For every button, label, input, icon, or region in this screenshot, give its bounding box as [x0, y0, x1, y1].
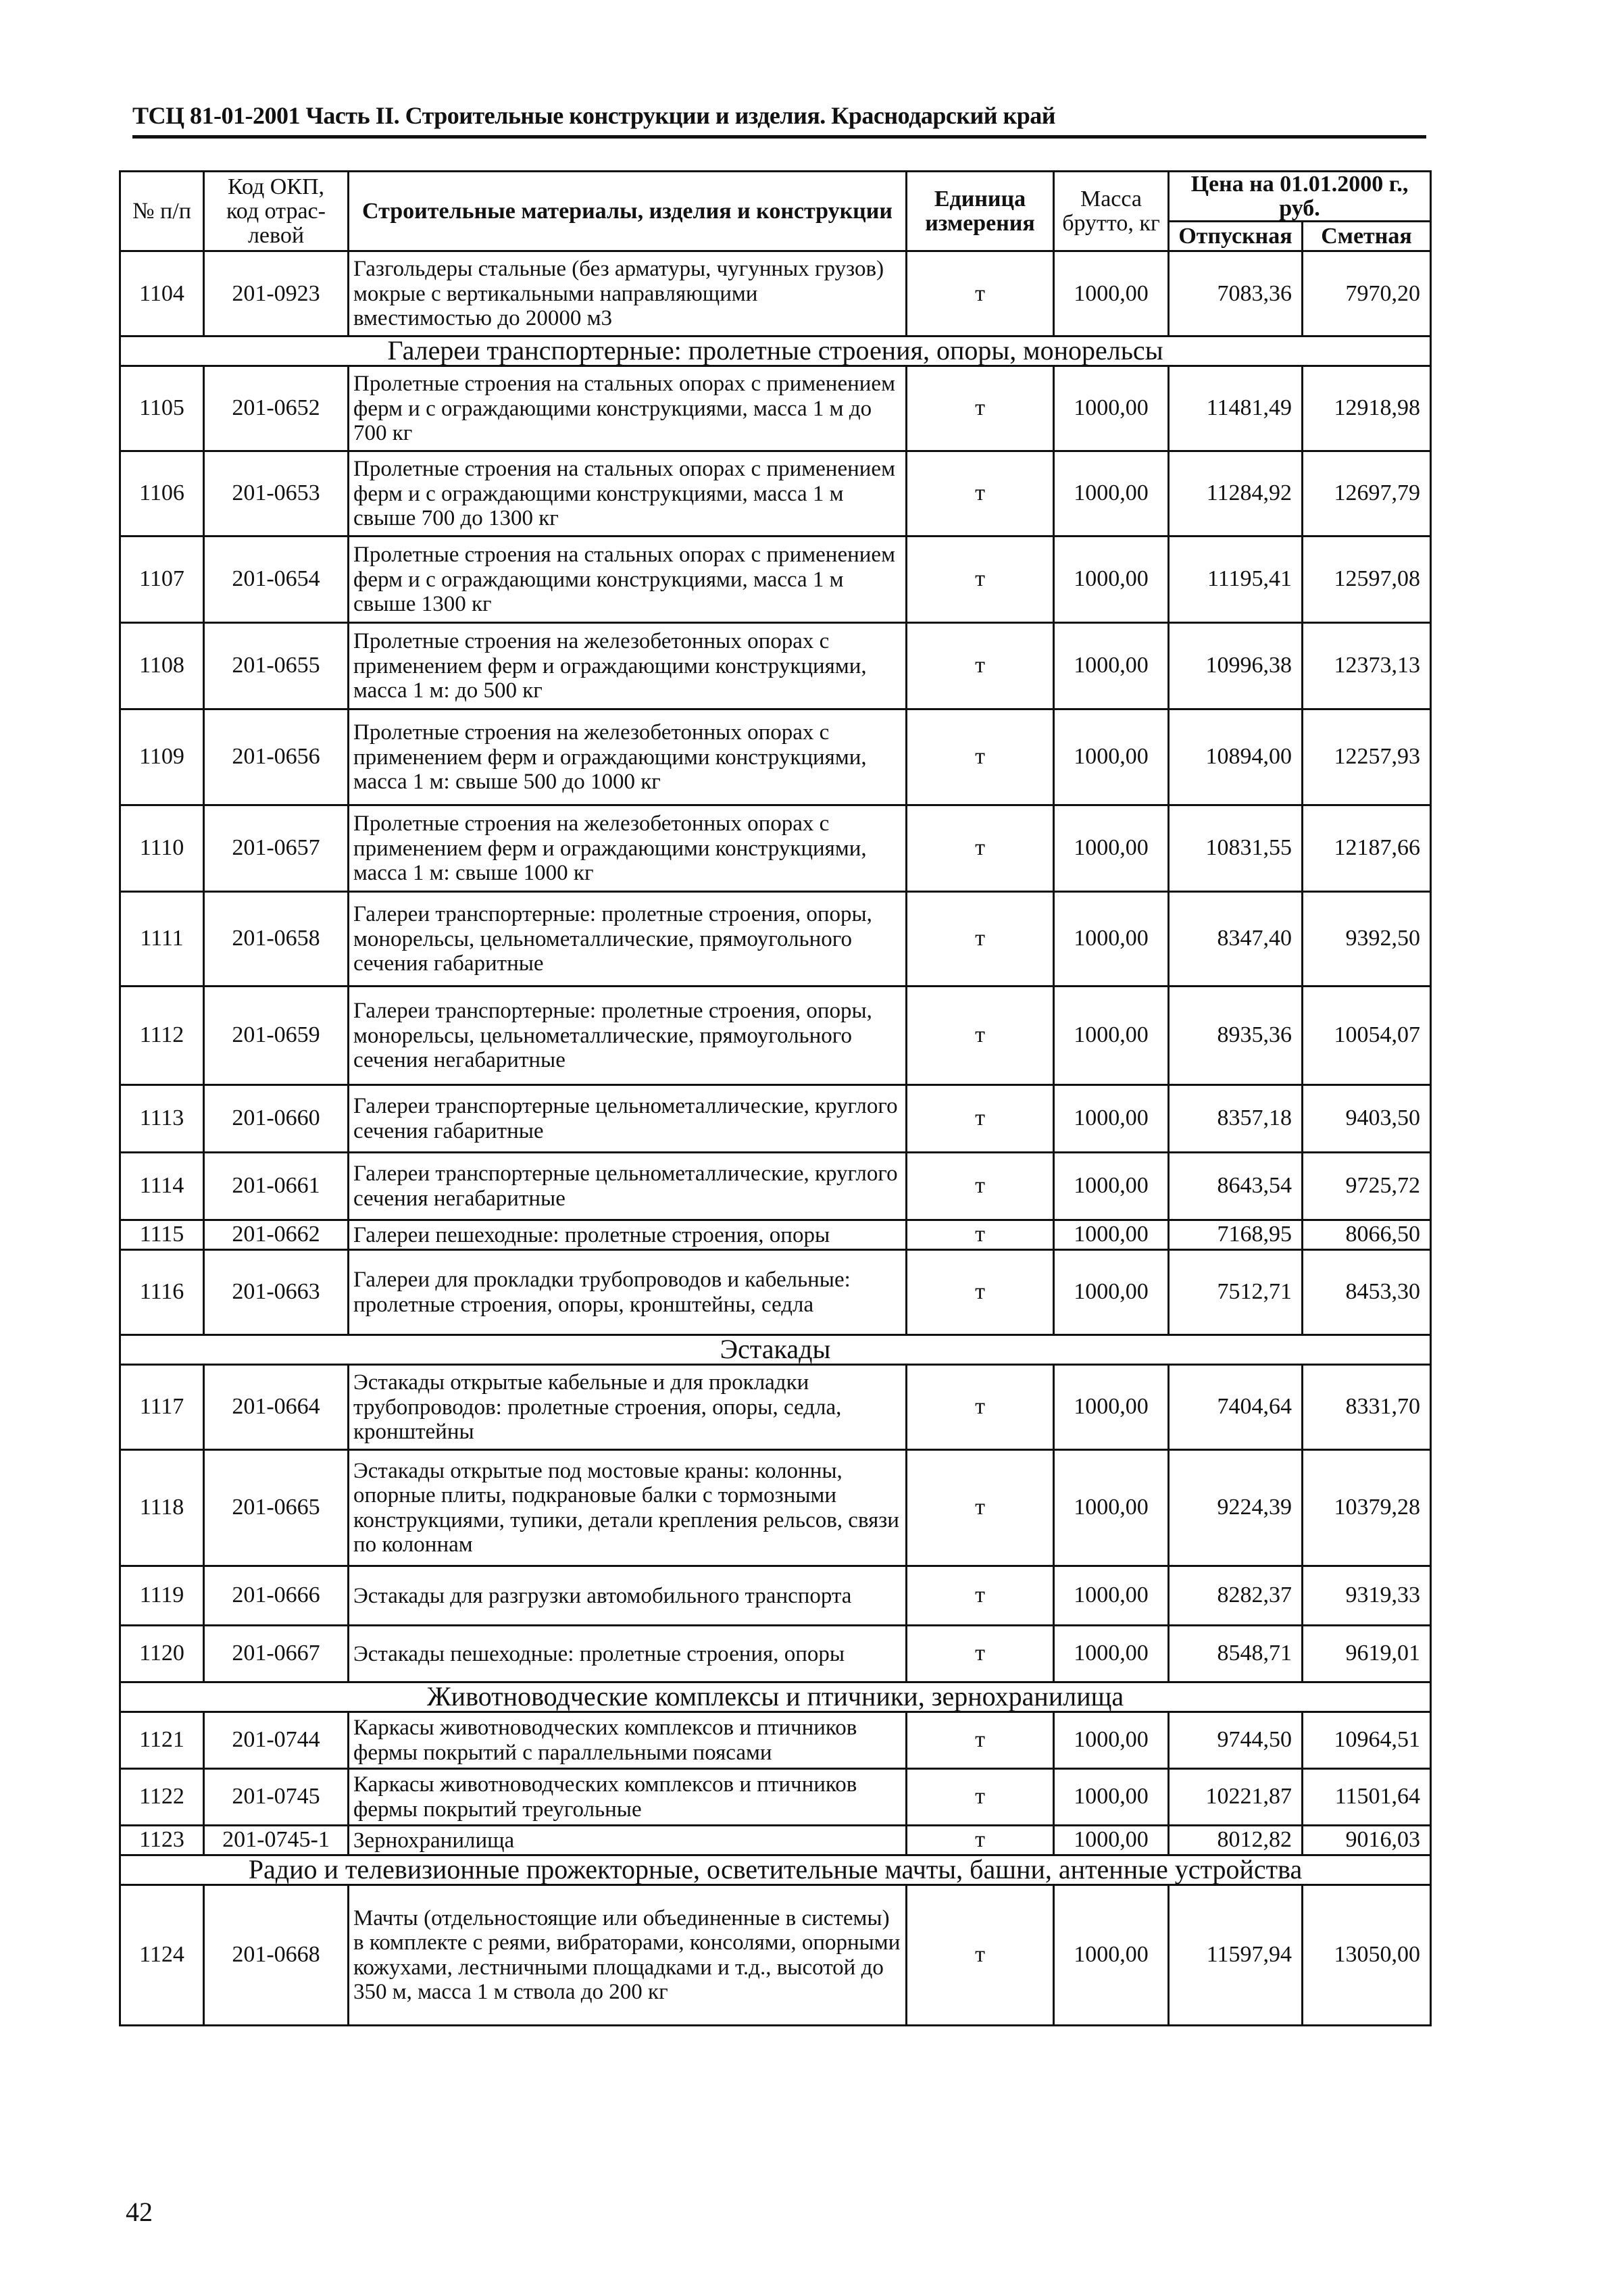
release-price-cell: 8548,71 [1169, 1626, 1303, 1682]
col-header-mass: Масса брутто, кг [1054, 172, 1169, 251]
page-number: 42 [126, 2197, 153, 2227]
col-header-code: Код ОКП, код отрас-левой [204, 172, 349, 251]
table-row [120, 1885, 1431, 2026]
estimate-price-cell: 8331,70 [1303, 1365, 1431, 1450]
mass-cell: 1000,00 [1054, 1566, 1169, 1626]
okp-code-cell: 201-0658 [204, 892, 349, 987]
row-number-cell: 1110 [120, 805, 204, 892]
table-row [120, 892, 1431, 987]
estimate-price-cell: 10054,07 [1303, 987, 1431, 1085]
unit-cell: т [907, 536, 1054, 623]
unit-cell: т [907, 892, 1054, 987]
release-price-cell: 10221,87 [1169, 1769, 1303, 1826]
release-price-cell: 11284,92 [1169, 451, 1303, 536]
okp-code-cell: 201-0652 [204, 366, 349, 451]
okp-code-cell: 201-0665 [204, 1450, 349, 1566]
release-price-cell: 10831,55 [1169, 805, 1303, 892]
section-header-row [120, 1335, 1431, 1365]
release-price-cell: 8643,54 [1169, 1153, 1303, 1220]
unit-cell: т [907, 709, 1054, 805]
release-price-cell: 11195,41 [1169, 536, 1303, 623]
estimate-price-cell: 12187,66 [1303, 805, 1431, 892]
estimate-price-cell: 12918,98 [1303, 366, 1431, 451]
table-row [120, 1085, 1431, 1153]
mass-cell: 1000,00 [1054, 805, 1169, 892]
material-name-cell: Эстакады для разгрузки автомобильного транспорта [349, 1566, 907, 1626]
mass-cell: 1000,00 [1054, 709, 1169, 805]
material-name-cell: Галереи пешеходные: пролетные строения, опоры [349, 1220, 907, 1250]
table-row [120, 1250, 1431, 1335]
material-name-cell: Эстакады открытые кабельные и для прокладки трубопроводов: пролетные строения, опоры, седла, кронштейны [349, 1365, 907, 1450]
section-title: Радио и телевизионные прожекторные, осветительные мачты, башни, антенные устройства [120, 1855, 1431, 1885]
material-name-cell: Эстакады пешеходные: пролетные строения, опоры [349, 1626, 907, 1682]
col-header-release-price: Отпускная [1169, 222, 1303, 251]
unit-cell: т [907, 251, 1054, 336]
release-price-cell: 11597,94 [1169, 1885, 1303, 2026]
unit-cell: т [907, 623, 1054, 709]
material-name-cell: Каркасы животноводческих комплексов и птичников фермы покрытий треугольные [349, 1769, 907, 1826]
unit-cell: т [907, 1250, 1054, 1335]
table-row [120, 536, 1431, 623]
okp-code-cell: 201-0661 [204, 1153, 349, 1220]
mass-cell: 1000,00 [1054, 1365, 1169, 1450]
table-row [120, 1220, 1431, 1250]
col-header-unit: Единица измерения [907, 172, 1054, 251]
estimate-price-cell: 9725,72 [1303, 1153, 1431, 1220]
unit-cell: т [907, 366, 1054, 451]
unit-cell: т [907, 1769, 1054, 1826]
estimate-price-cell: 8066,50 [1303, 1220, 1431, 1250]
okp-code-cell: 201-0663 [204, 1250, 349, 1335]
mass-cell: 1000,00 [1054, 1626, 1169, 1682]
col-header-num: № п/п [120, 172, 204, 251]
estimate-price-cell: 12597,08 [1303, 536, 1431, 623]
row-number-cell: 1111 [120, 892, 204, 987]
release-price-cell: 8282,37 [1169, 1566, 1303, 1626]
material-name-cell: Газгольдеры стальные (без арматуры, чугунных грузов) мокрые с вертикальными направляющими вместимостью до 20000 м3 [349, 251, 907, 336]
estimate-price-cell: 12373,13 [1303, 623, 1431, 709]
unit-cell: т [907, 1566, 1054, 1626]
col-header-price: Цена на 01.01.2000 г., руб. [1169, 172, 1431, 222]
header-rule [132, 135, 1426, 139]
material-name-cell: Пролетные строения на железобетонных опорах с применением ферм и ограждающими конструкциями, масса 1 м: до 500 кг [349, 623, 907, 709]
unit-cell: т [907, 1085, 1054, 1153]
material-name-cell: Галереи транспортерные: пролетные строения, опоры, монорельсы, цельнометаллические, прямоугольного сечения негабаритные [349, 987, 907, 1085]
estimate-price-cell: 13050,00 [1303, 1885, 1431, 2026]
estimate-price-cell: 9619,01 [1303, 1626, 1431, 1682]
table-row [120, 451, 1431, 536]
estimate-price-cell: 12257,93 [1303, 709, 1431, 805]
row-number-cell: 1117 [120, 1365, 204, 1450]
unit-cell: т [907, 1220, 1054, 1250]
release-price-cell: 8012,82 [1169, 1826, 1303, 1855]
okp-code-cell: 201-0654 [204, 536, 349, 623]
okp-code-cell: 201-0656 [204, 709, 349, 805]
row-number-cell: 1112 [120, 987, 204, 1085]
mass-cell: 1000,00 [1054, 251, 1169, 336]
mass-cell: 1000,00 [1054, 1769, 1169, 1826]
col-header-estimate-price: Сметная [1303, 222, 1431, 251]
mass-cell: 1000,00 [1054, 892, 1169, 987]
price-table [119, 170, 1432, 2026]
unit-cell: т [907, 1885, 1054, 2026]
unit-cell: т [907, 1712, 1054, 1769]
estimate-price-cell: 8453,30 [1303, 1250, 1431, 1335]
okp-code-cell: 201-0667 [204, 1626, 349, 1682]
release-price-cell: 10894,00 [1169, 709, 1303, 805]
mass-cell: 1000,00 [1054, 1885, 1169, 2026]
okp-code-cell: 201-0923 [204, 251, 349, 336]
material-name-cell: Каркасы животноводческих комплексов и птичников фермы покрытий с параллельными поясами [349, 1712, 907, 1769]
row-number-cell: 1122 [120, 1769, 204, 1826]
mass-cell: 1000,00 [1054, 1220, 1169, 1250]
okp-code-cell: 201-0657 [204, 805, 349, 892]
material-name-cell: Зернохранилища [349, 1826, 907, 1855]
table-row [120, 1153, 1431, 1220]
row-number-cell: 1119 [120, 1566, 204, 1626]
unit-cell: т [907, 451, 1054, 536]
estimate-price-cell: 9319,33 [1303, 1566, 1431, 1626]
table-row [120, 1626, 1431, 1682]
table-row [120, 987, 1431, 1085]
section-header-row [120, 1855, 1431, 1885]
row-number-cell: 1121 [120, 1712, 204, 1769]
okp-code-cell: 201-0655 [204, 623, 349, 709]
material-name-cell: Галереи транспортерные цельнометаллические, круглого сечения габаритные [349, 1085, 907, 1153]
release-price-cell: 8935,36 [1169, 987, 1303, 1085]
release-price-cell: 9224,39 [1169, 1450, 1303, 1566]
release-price-cell: 8357,18 [1169, 1085, 1303, 1153]
mass-cell: 1000,00 [1054, 451, 1169, 536]
table-row [120, 709, 1431, 805]
material-name-cell: Пролетные строения на железобетонных опорах с применением ферм и ограждающими конструкциями, масса 1 м: свыше 500 до 1000 кг [349, 709, 907, 805]
table-row [120, 1826, 1431, 1855]
unit-cell: т [907, 805, 1054, 892]
unit-cell: т [907, 1626, 1054, 1682]
section-title: Эстакады [120, 1335, 1431, 1365]
estimate-price-cell: 12697,79 [1303, 451, 1431, 536]
material-name-cell: Пролетные строения на стальных опорах с применением ферм и с ограждающими конструкциями, масса 1 м до 700 кг [349, 366, 907, 451]
row-number-cell: 1108 [120, 623, 204, 709]
unit-cell: т [907, 1153, 1054, 1220]
material-name-cell: Мачты (отдельностоящие или объединенные в системы) в комплекте с реями, вибраторами, консолями, опорными кожухами, лестничными площадками и т.д., высотой до 350 м, масса 1 м ствола до 200 кг [349, 1885, 907, 2026]
row-number-cell: 1104 [120, 251, 204, 336]
estimate-price-cell: 11501,64 [1303, 1769, 1431, 1826]
section-header-row [120, 336, 1431, 366]
release-price-cell: 7404,64 [1169, 1365, 1303, 1450]
estimate-price-cell: 9016,03 [1303, 1826, 1431, 1855]
estimate-price-cell: 9392,50 [1303, 892, 1431, 987]
okp-code-cell: 201-0744 [204, 1712, 349, 1769]
table-row [120, 805, 1431, 892]
mass-cell: 1000,00 [1054, 1450, 1169, 1566]
release-price-cell: 7083,36 [1169, 251, 1303, 336]
mass-cell: 1000,00 [1054, 366, 1169, 451]
estimate-price-cell: 7970,20 [1303, 251, 1431, 336]
material-name-cell: Галереи для прокладки трубопроводов и кабельные: пролетные строения, опоры, кронштейны, седла [349, 1250, 907, 1335]
release-price-cell: 9744,50 [1169, 1712, 1303, 1769]
row-number-cell: 1123 [120, 1826, 204, 1855]
material-name-cell: Галереи транспортерные: пролетные строения, опоры, монорельсы, цельнометаллические, прямоугольного сечения габаритные [349, 892, 907, 987]
row-number-cell: 1114 [120, 1153, 204, 1220]
mass-cell: 1000,00 [1054, 987, 1169, 1085]
okp-code-cell: 201-0659 [204, 987, 349, 1085]
estimate-price-cell: 10379,28 [1303, 1450, 1431, 1566]
row-number-cell: 1116 [120, 1250, 204, 1335]
okp-code-cell: 201-0666 [204, 1566, 349, 1626]
unit-cell: т [907, 987, 1054, 1085]
release-price-cell: 8347,40 [1169, 892, 1303, 987]
row-number-cell: 1124 [120, 1885, 204, 2026]
okp-code-cell: 201-0745 [204, 1769, 349, 1826]
release-price-cell: 10996,38 [1169, 623, 1303, 709]
okp-code-cell: 201-0662 [204, 1220, 349, 1250]
okp-code-cell: 201-0653 [204, 451, 349, 536]
unit-cell: т [907, 1826, 1054, 1855]
table-row [120, 1769, 1431, 1826]
okp-code-cell: 201-0668 [204, 1885, 349, 2026]
row-number-cell: 1113 [120, 1085, 204, 1153]
row-number-cell: 1106 [120, 451, 204, 536]
table-row [120, 1712, 1431, 1769]
page-header: ТСЦ 81-01-2001 Часть II. Строительные конструкции и изделия. Краснодарский край [132, 102, 1056, 129]
table-body [120, 251, 1431, 2026]
mass-cell: 1000,00 [1054, 1712, 1169, 1769]
mass-cell: 1000,00 [1054, 536, 1169, 623]
mass-cell: 1000,00 [1054, 1250, 1169, 1335]
material-name-cell: Пролетные строения на стальных опорах с применением ферм и с ограждающими конструкциями, масса 1 м свыше 700 до 1300 кг [349, 451, 907, 536]
material-name-cell: Эстакады открытые под мостовые краны: колонны, опорные плиты, подкрановые балки с тормозными конструкциями, тупики, детали крепления рельсов, связи по колоннам [349, 1450, 907, 1566]
mass-cell: 1000,00 [1054, 1826, 1169, 1855]
table-row [120, 1450, 1431, 1566]
section-title: Животноводческие комплексы и птичники, зернохранилища [120, 1682, 1431, 1712]
section-title: Галереи транспортерные: пролетные строения, опоры, монорельсы [120, 336, 1431, 366]
unit-cell: т [907, 1365, 1054, 1450]
col-header-name: Строительные материалы, изделия и конструкции [349, 172, 907, 251]
table-row [120, 1566, 1431, 1626]
row-number-cell: 1118 [120, 1450, 204, 1566]
table-row [120, 1365, 1431, 1450]
material-name-cell: Пролетные строения на стальных опорах с применением ферм и с ограждающими конструкциями, масса 1 м свыше 1300 кг [349, 536, 907, 623]
row-number-cell: 1105 [120, 366, 204, 451]
mass-cell: 1000,00 [1054, 1153, 1169, 1220]
table-row [120, 623, 1431, 709]
okp-code-cell: 201-0745-1 [204, 1826, 349, 1855]
row-number-cell: 1107 [120, 536, 204, 623]
material-name-cell: Галереи транспортерные цельнометаллические, круглого сечения негабаритные [349, 1153, 907, 1220]
row-number-cell: 1109 [120, 709, 204, 805]
unit-cell: т [907, 1450, 1054, 1566]
row-number-cell: 1120 [120, 1626, 204, 1682]
estimate-price-cell: 10964,51 [1303, 1712, 1431, 1769]
release-price-cell: 11481,49 [1169, 366, 1303, 451]
table-row [120, 366, 1431, 451]
release-price-cell: 7168,95 [1169, 1220, 1303, 1250]
okp-code-cell: 201-0664 [204, 1365, 349, 1450]
mass-cell: 1000,00 [1054, 623, 1169, 709]
release-price-cell: 7512,71 [1169, 1250, 1303, 1335]
mass-cell: 1000,00 [1054, 1085, 1169, 1153]
section-header-row [120, 1682, 1431, 1712]
okp-code-cell: 201-0660 [204, 1085, 349, 1153]
row-number-cell: 1115 [120, 1220, 204, 1250]
material-name-cell: Пролетные строения на железобетонных опорах с применением ферм и ограждающими конструкциями, масса 1 м: свыше 1000 кг [349, 805, 907, 892]
estimate-price-cell: 9403,50 [1303, 1085, 1431, 1153]
table-row [120, 251, 1431, 336]
